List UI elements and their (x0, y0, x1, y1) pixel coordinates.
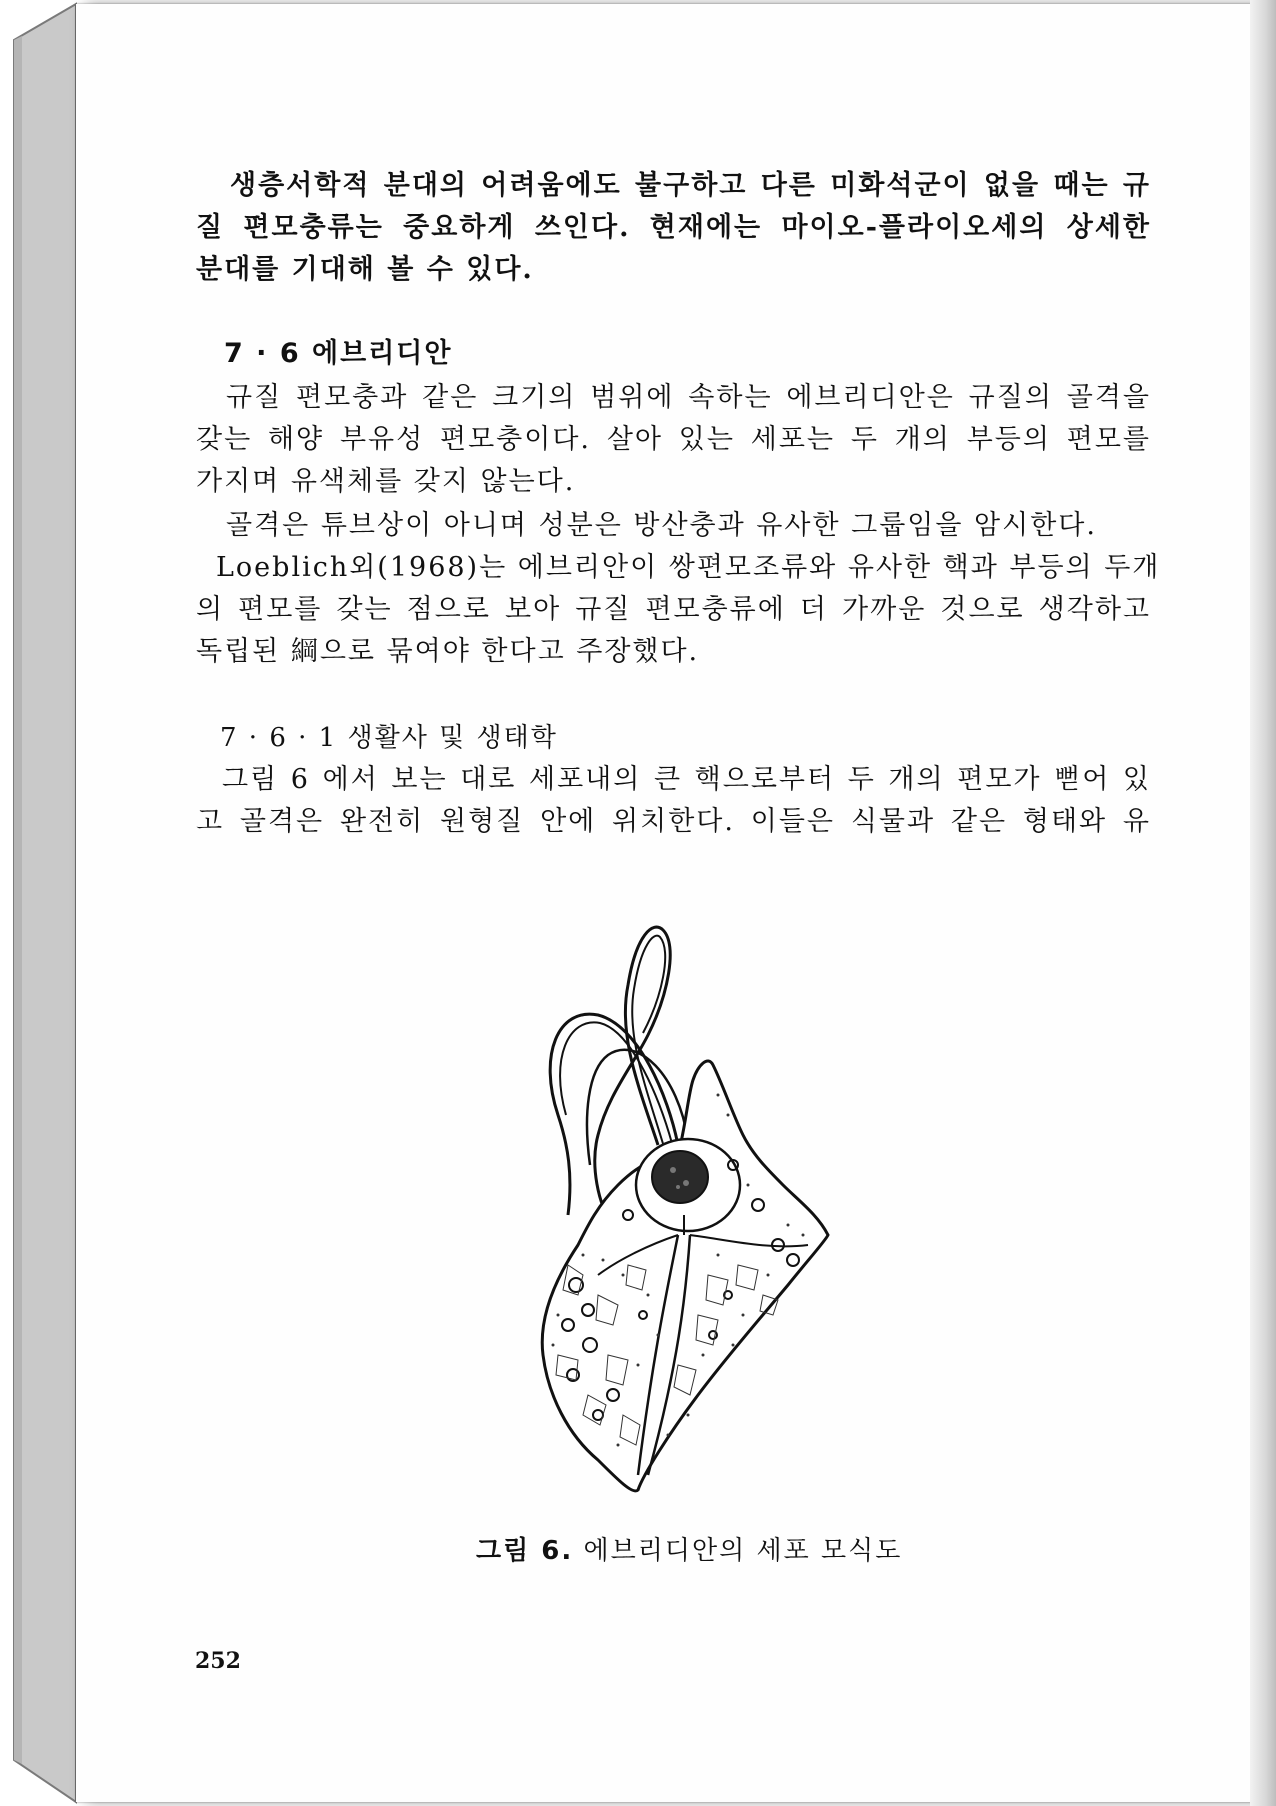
section-line-4: 골격은 튜브상이 아니며 성분은 방산충과 유사한 그룹임을 암시한다. (226, 510, 1097, 541)
figure-caption-text: 에브리디안의 세포 모식도 (583, 1536, 903, 1566)
figure-label: 그림 6. (476, 1536, 574, 1566)
section-line-1: 규질 편모충과 같은 크기의 범위에 속하는 에브리디안은 규질의 골격을 (226, 382, 1151, 413)
figure-caption (476, 1530, 902, 1567)
intro-line-2: 질 편모충류는 중요하게 쓰인다. 현재에는 마이오-플라이오세의 상세한 (196, 212, 1151, 243)
section-line-3: 가지며 유색체를 갖지 않는다. (196, 466, 576, 497)
subsection-heading: 7 · 6 · 1 생활사 및 생태학 (220, 723, 558, 753)
intro-line-1: 생층서학적 분대의 어려움에도 불구하고 다른 미화석군이 없을 때는 규 (230, 170, 1151, 201)
subsection-line-2: 고 골격은 완전히 원형질 안에 위치한다. 이들은 식물과 같은 형태와 유 (196, 806, 1151, 837)
section-line-7: 독립된 綱으로 묶여야 한다고 주장했다. (196, 636, 700, 667)
intro-line-3: 분대를 기대해 볼 수 있다. (196, 254, 534, 285)
ebridian-cell-illustration (528, 915, 848, 1495)
section-line-2: 갖는 해양 부유성 편모충이다. 살아 있는 세포는 두 개의 부등의 편모를 (196, 424, 1151, 455)
section-heading: 7 · 6 에브리디안 (224, 338, 453, 369)
subsection-line-1: 그림 6 에서 보는 대로 세포내의 큰 핵으로부터 두 개의 편모가 뻗어 있 (222, 764, 1151, 795)
section-line-5: Loeblich외(1968)는 에브리안이 쌍편모조류와 유사한 핵과 부등의 두개 (216, 552, 1161, 583)
book-spine (0, 0, 80, 1806)
page-number: 252 (195, 1648, 241, 1674)
page-edge (1250, 0, 1276, 1806)
section-line-6: 의 편모를 갖는 점으로 보아 규질 편모충류에 더 가까운 것으로 생각하고 (196, 594, 1151, 625)
